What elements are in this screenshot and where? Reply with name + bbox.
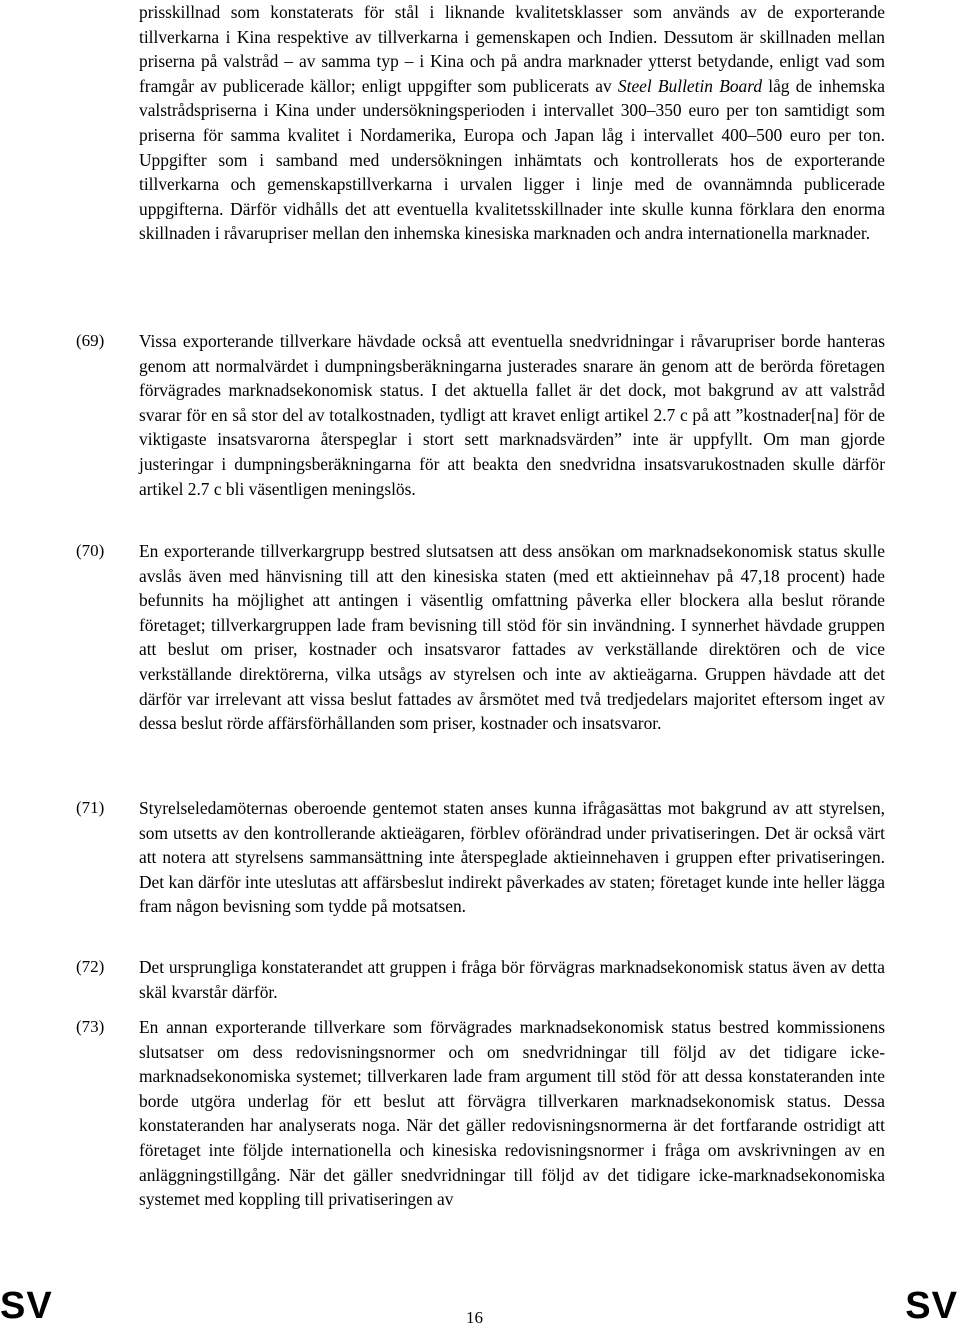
paragraph-text: Styrelseledamöternas oberoende gentemot staten anses kunna ifrågasättas mot bakgrund av att styrelsen, som utsetts av den kontrollerande aktieägaren, förblev oförändrad under privatiseringen. Det är också värt att notera att styrelsens sammansättning inte återspeglade aktieinnehaven i gruppen efter privatiseringen. Det kan därför inte uteslutas att affärsbeslut indirekt påverkades av staten; företaget kunde inte heller lägga fram någon bevisning som tydde på motsatsen. (139, 798, 885, 917)
footer-language-code-left: SV (0, 1285, 53, 1327)
paragraph-number: (71) (76, 798, 105, 817)
paragraph-text-part: låg de inhemska valstrådspriserna i Kina under undersökningsperioden i intervallet 300–350 euro per ton samtidigt som priserna för samma kvalitet i Nordamerika, Europa och Japan låg i intervallet 400–500 euro per ton. Uppgifter som i samband med undersökningen inhämtats och kontrollerats hos de exporterande tillverkarna och gemenskapstillverkarna i urvalen ligger i linje med de ovannämnda publicerade uppgifterna. Därför vidhålls det att eventuella kvalitetsskillnader inte skulle kunna förklara den enorma skillnaden i råvarupriser mellan den inhemska kinesiska marknaden och andra internationella marknader. (139, 75, 885, 244)
paragraph-number: (72) (76, 957, 105, 976)
paragraph-text: En exporterande tillverkargrupp bestred slutsatsen att dess ansökan om marknadsekonomisk status skulle avslås även med hänvisning till att den kinesiska staten (med ett aktieinnehav på 47,18 procent) hade befunnits ha möjlighet att antingen i väsentlig omfattning påverka eller blockera alla beslut rörande företaget; tillverkargruppen lade fram bevisning till stöd för sin invändning. I synnerhet hävdade gruppen att beslut om priser, kostnader och insatsvaror fattades av verkställande direktören och de vice verkställande direktörerna, vilka utsågs av styrelsen och inte av aktieägarna. Gruppen hävdade att det därför var irrelevant att vissa beslut fattades av årsmötet med två tredjedelars majoritet eftersom inget av dessa beslut rörde affärsförhållanden som priser, kostnader och insatsvaror. (139, 541, 885, 734)
paragraph-number: (73) (76, 1017, 105, 1036)
paragraph-text-part: prisskillnad som konstaterats för stål i liknande kvalitetsklasser som används av de exporterande tillverkarna i Kina respektive av tillverkarna i gemenskapen och Indien. Dessutom är skillnaden mellan priserna på valstråd – av samma typ – i Kina och på andra marknader ytterst betydande, enligt vad som framgår av publicerade källor; enligt uppgifter som publicerats av (139, 2, 885, 96)
footer-language-code-right: SV (905, 1285, 958, 1327)
paragraph-text: Det ursprungliga konstaterandet att gruppen i fråga bör förvägras marknadsekonomisk status även av detta skäl kvarstår därför. (139, 957, 885, 1002)
paragraph-text: Vissa exporterande tillverkare hävdade också att eventuella snedvridningar i råvarupriser borde hanteras genom att normalvärdet i dumpningsberäkningarna justerades snarare än genom att de berörda företagen förvägrades marknadsekonomisk status. I det aktuella fallet är det dock, mot bakgrund av att valstråd svarar för en så stor del av totalkostnaden, tydligt att kravet enligt artikel 2.7 c på att ”kostnader[na] för de viktigaste insatsvarorna återspeglar i stort sett marknadsvärden” inte är uppfyllt. Om man gjorde justeringar i dumpningsberäkningarna för att beakta den snedvridna insatsvarukostnaden skulle därför artikel 2.7 c bli väsentligen meningslös. (139, 331, 885, 499)
paragraph-number: (69) (76, 331, 105, 350)
paragraph-text (139, 0, 885, 246)
publication-title: Steel Bulletin Board (617, 75, 763, 96)
footer-page-number: 16 (466, 1308, 483, 1327)
paragraph-text: En annan exporterande tillverkare som förvägrades marknadsekonomisk status bestred kommissionens slutsatser om dess redovisningsnormer och om snedvridningar till följd av det tidigare icke-marknadsekonomiska systemet; tillverkaren lade fram argument till stöd för att dessa konstateranden inte borde utgöra underlag för ett beslut att förvägra tillverkaren marknadsekonomisk status. Dessa konstateranden har analyserats noga. När det gäller redovisningsnormerna är det fortfarande ostridigt att företaget inte följde internationella och kinesiska redovisningsnormer i fråga om avskrivningen av en anläggningstillgång. När det gäller snedvridningar till följd av det tidigare icke-marknadsekonomiska systemet med koppling till privatiseringen av (139, 1017, 885, 1210)
paragraph-number: (70) (76, 541, 105, 560)
